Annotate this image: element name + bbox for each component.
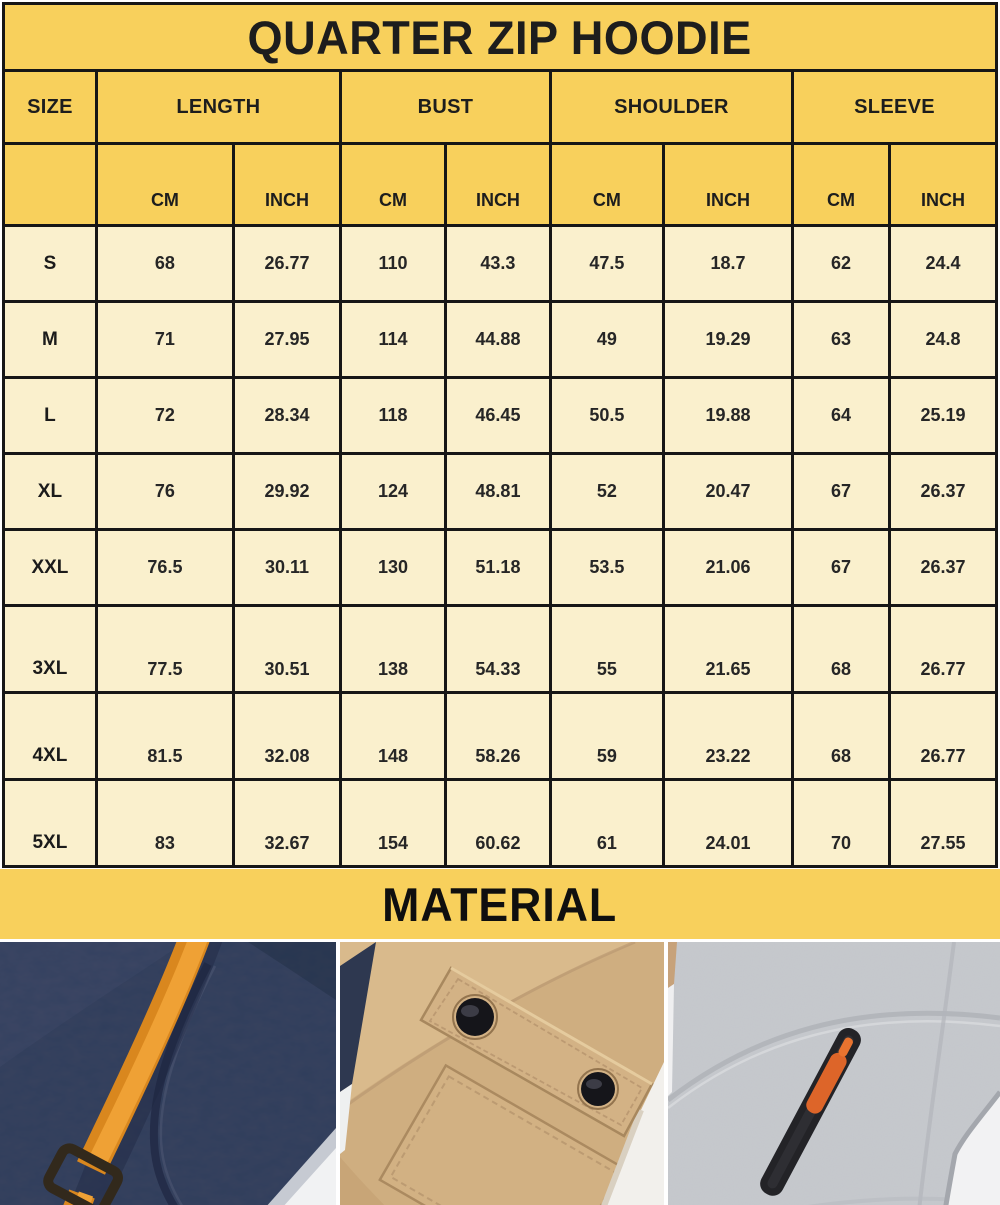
material-photo-navy-drawstring — [0, 942, 336, 1205]
size-label: XL — [4, 454, 97, 530]
measurement-cell: 68 — [793, 606, 890, 693]
measurement-cell: 77.5 — [96, 606, 233, 693]
col-header-bust: BUST — [341, 71, 551, 144]
size-label: XXL — [4, 530, 97, 606]
measurement-cell: 32.67 — [234, 780, 341, 867]
measurement-cell: 124 — [341, 454, 446, 530]
measurement-cell: 48.81 — [445, 454, 550, 530]
measurement-cell: 81.5 — [96, 693, 233, 780]
unit-header-cm: CM — [793, 144, 890, 226]
material-photo-strip — [0, 942, 1000, 1205]
measurement-cell: 54.33 — [445, 606, 550, 693]
measurement-cell: 25.19 — [889, 378, 996, 454]
measurement-cell: 19.88 — [663, 378, 792, 454]
size-row-m — [4, 302, 997, 378]
unit-header-cm: CM — [550, 144, 663, 226]
measurement-cell: 59 — [550, 693, 663, 780]
measurement-cell: 21.06 — [663, 530, 792, 606]
col-header-length: LENGTH — [96, 71, 340, 144]
measurement-cell: 24.01 — [663, 780, 792, 867]
size-label: 4XL — [4, 693, 97, 780]
measurement-cell: 62 — [793, 226, 890, 302]
measurement-cell: 20.47 — [663, 454, 792, 530]
measurement-cell: 52 — [550, 454, 663, 530]
size-label: 5XL — [4, 780, 97, 867]
measurement-cell: 47.5 — [550, 226, 663, 302]
measurement-cell: 30.51 — [234, 606, 341, 693]
measurement-cell: 32.08 — [234, 693, 341, 780]
measurement-cell: 71 — [96, 302, 233, 378]
unit-header-inch: INCH — [663, 144, 792, 226]
unit-header-cm: CM — [96, 144, 233, 226]
measurement-cell: 23.22 — [663, 693, 792, 780]
size-row-3xl — [4, 606, 997, 693]
measurement-cell: 70 — [793, 780, 890, 867]
unit-header-inch: INCH — [889, 144, 996, 226]
size-label: 3XL — [4, 606, 97, 693]
measurement-cell: 28.34 — [234, 378, 341, 454]
measurement-cell: 148 — [341, 693, 446, 780]
measurement-cell: 76 — [96, 454, 233, 530]
measurement-cell: 51.18 — [445, 530, 550, 606]
measurement-cell: 55 — [550, 606, 663, 693]
col-header-sleeve: SLEEVE — [793, 71, 997, 144]
title-row — [4, 4, 997, 71]
measurement-cell: 67 — [793, 454, 890, 530]
material-photo-gray-zip-pocket — [668, 942, 1000, 1205]
column-group-header-row — [4, 71, 997, 144]
measurement-cell: 18.7 — [663, 226, 792, 302]
snap-button — [578, 1069, 618, 1109]
measurement-cell: 114 — [341, 302, 446, 378]
measurement-cell: 46.45 — [445, 378, 550, 454]
measurement-cell: 68 — [96, 226, 233, 302]
measurement-cell: 24.4 — [889, 226, 996, 302]
measurement-cell: 67 — [793, 530, 890, 606]
measurement-cell: 49 — [550, 302, 663, 378]
measurement-cell: 60.62 — [445, 780, 550, 867]
measurement-cell: 138 — [341, 606, 446, 693]
unit-header-inch: INCH — [445, 144, 550, 226]
size-label: S — [4, 226, 97, 302]
measurement-cell: 19.29 — [663, 302, 792, 378]
measurement-cell: 50.5 — [550, 378, 663, 454]
size-row-l — [4, 378, 997, 454]
measurement-cell: 29.92 — [234, 454, 341, 530]
measurement-cell: 26.37 — [889, 530, 996, 606]
measurement-cell: 24.8 — [889, 302, 996, 378]
material-title: MATERIAL — [382, 877, 618, 931]
measurement-cell: 44.88 — [445, 302, 550, 378]
col-header-shoulder: SHOULDER — [550, 71, 792, 144]
measurement-cell: 154 — [341, 780, 446, 867]
size-row-5xl — [4, 780, 997, 867]
measurement-cell: 110 — [341, 226, 446, 302]
size-row-s — [4, 226, 997, 302]
size-row-4xl — [4, 693, 997, 780]
size-table — [2, 2, 998, 868]
size-row-xl — [4, 454, 997, 530]
measurement-cell: 118 — [341, 378, 446, 454]
measurement-cell: 83 — [96, 780, 233, 867]
unit-header-row — [4, 144, 997, 226]
measurement-cell: 27.55 — [889, 780, 996, 867]
size-label: M — [4, 302, 97, 378]
measurement-cell: 130 — [341, 530, 446, 606]
snap-button — [453, 995, 497, 1039]
measurement-cell: 26.77 — [889, 606, 996, 693]
page-title: QUARTER ZIP HOODIE — [4, 4, 997, 71]
measurement-cell: 21.65 — [663, 606, 792, 693]
size-row-xxl — [4, 530, 997, 606]
material-photo-khaki-snap-pocket — [340, 942, 664, 1205]
measurement-cell: 26.77 — [234, 226, 341, 302]
unit-header-inch: INCH — [234, 144, 341, 226]
measurement-cell: 27.95 — [234, 302, 341, 378]
col-header-size: SIZE — [4, 71, 97, 144]
measurement-cell: 72 — [96, 378, 233, 454]
unit-header-cm: CM — [341, 144, 446, 226]
measurement-cell: 68 — [793, 693, 890, 780]
material-section-header — [0, 869, 1000, 939]
measurement-cell: 26.77 — [889, 693, 996, 780]
measurement-cell: 63 — [793, 302, 890, 378]
measurement-cell: 26.37 — [889, 454, 996, 530]
size-label: L — [4, 378, 97, 454]
measurement-cell: 58.26 — [445, 693, 550, 780]
measurement-cell: 64 — [793, 378, 890, 454]
measurement-cell: 76.5 — [96, 530, 233, 606]
measurement-cell: 30.11 — [234, 530, 341, 606]
measurement-cell: 61 — [550, 780, 663, 867]
measurement-cell: 43.3 — [445, 226, 550, 302]
measurement-cell: 53.5 — [550, 530, 663, 606]
empty-corner-cell — [4, 144, 97, 226]
